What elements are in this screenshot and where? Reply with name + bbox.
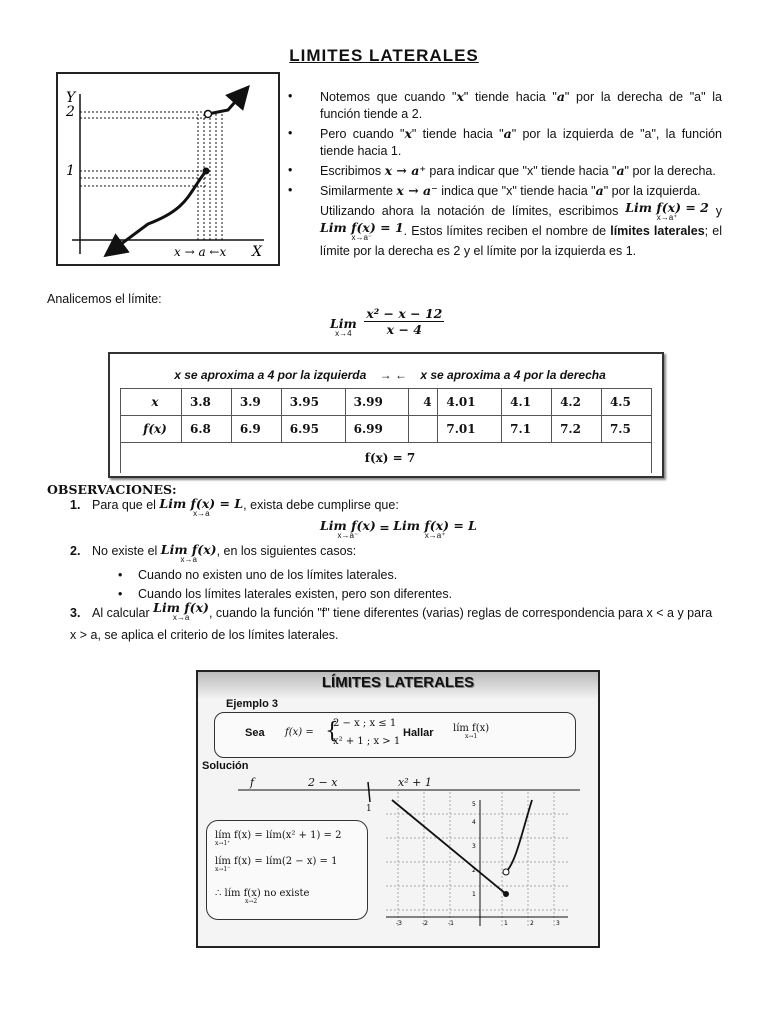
- table-row: x 3.8 3.9 3.95 3.99 4 4.01 4.1 4.2 4.5: [121, 389, 652, 416]
- observation-condition: Lim f(x) x→a⁻ = Lim f(x) = L x→a⁺: [320, 518, 477, 540]
- list-item: • Cuando no existen uno de los límites laterales.: [116, 567, 452, 584]
- bullet-item: • Similarmente x → a⁻ indica que "x" tiende hacia "a" por la izquierda.: [286, 182, 722, 200]
- graph-svg: [58, 74, 278, 264]
- x-tick: -1: [448, 920, 454, 927]
- table-row: f(x) 6.8 6.9 6.95 6.99 7.01 7.1 7.2 7.5: [121, 416, 652, 443]
- analysis-limit: Lim x→4 $\frac{\text{x² − x − 12}}{x - 4}$: [330, 306, 443, 338]
- y-tick: 5: [472, 801, 476, 808]
- bullet-item: • Escribimos x → a⁺ para indicar que "x" tiende hacia "a" por la derecha.: [286, 162, 722, 180]
- right-branch-curve: [208, 94, 242, 114]
- table-header-row: x se aproxima a 4 por la izquierda → ← x se aproxima a 4 por la derecha: [174, 368, 606, 382]
- y-tick: 3: [472, 843, 476, 850]
- page-title: LIMITES LATERALES: [289, 46, 479, 65]
- left-piece-line: [392, 800, 506, 894]
- y-axis-label: Y: [66, 90, 76, 106]
- x-tick: -3: [396, 920, 402, 927]
- fraction: $\frac{\text{x² − x − 12}}{x - 4}$: [366, 306, 443, 337]
- x-annotation: x → a ←x: [174, 245, 227, 259]
- y-tick-1: 1: [66, 163, 75, 179]
- rule-strip: f 2 − x x² + 1 1: [250, 776, 432, 814]
- x-tick: -2: [422, 920, 428, 927]
- bullet-item: • Pero cuando "x" tiende hacia "a" por la izquierda de "a", la función tiende hacia 1.: [286, 125, 722, 160]
- values-table-frame: [108, 352, 664, 478]
- open-point: [503, 869, 509, 875]
- bullet-item: • Notemos que cuando "x" tiende hacia "a" por la derecha de "a" la función tiende a 2.: [286, 88, 722, 123]
- open-point: [205, 111, 212, 118]
- closed-point: [203, 168, 210, 175]
- x-axis-label: X: [252, 244, 262, 260]
- y-tick: 2: [472, 867, 476, 874]
- observation-3: 3. Al calcular Lim f(x) x→a , cuando la función "f" tiene diferentes (varias) reglas de correspondencia para x < a y para x > a, se aplica el criterio de los límites laterales.: [70, 600, 713, 642]
- example-label: Ejemplo 3: [226, 698, 278, 710]
- left-branch-curve: [113, 171, 206, 250]
- notation-paragraph: Utilizando ahora la notación de límites, escribimos Lim f(x) = 2 x→a⁺ y Lim f(x) = 1 x→a⁻ . Estos límites reciben el nombre de límites laterales; el límite por la derecha es 2 y el límite por la izquierda es 1.: [320, 200, 722, 258]
- lateral-limits-graph: [56, 72, 280, 266]
- analysis-intro: Analicemos el límite:: [47, 292, 162, 306]
- observations-heading: OBSERVACIONES:: [47, 482, 177, 497]
- y-tick: 4: [472, 819, 476, 826]
- observation-1: 1. Para que el Lim f(x) = L x→a , exista debe cumplirse que:: [70, 496, 399, 518]
- split-marker: [368, 782, 370, 802]
- lim-right: Lim f(x) = 2 x→a⁺: [625, 200, 709, 222]
- slide-title: LÍMITES LATERALES: [321, 674, 475, 691]
- closed-point: [503, 891, 509, 897]
- list-item: • Cuando los límites laterales existen, pero son diferentes.: [116, 586, 452, 603]
- explanation-list: [286, 88, 722, 260]
- table-footer-row: f(x) = 7: [121, 443, 652, 474]
- x-tick: 2: [530, 920, 534, 927]
- values-table: [120, 362, 652, 473]
- example-slide: [196, 670, 600, 948]
- x-tick: 1: [504, 920, 508, 927]
- lim-left: Lim f(x) = 1 x→a⁻: [320, 220, 404, 242]
- x-tick: 3: [556, 920, 560, 927]
- function-definition-box: Sea f(x) = { 2 − x ; x ≤ 1 x² + 1 ; x > 1 Hallar lím f(x) x→1: [214, 712, 576, 758]
- observation-2: 2. No existe el Lim f(x) x→a , en los siguientes casos:: [70, 542, 357, 564]
- y-tick: 1: [472, 891, 476, 898]
- y-tick-2: 2: [66, 104, 75, 120]
- solution-label: Solución: [202, 760, 249, 772]
- results-box: lím f(x) = lím(x² + 1) = 2 x→1⁺ lím f(x) = lím(2 − x) = 1 x→1⁻ ∴ lím f(x) no existe x→2: [206, 820, 368, 920]
- grid: [386, 792, 568, 926]
